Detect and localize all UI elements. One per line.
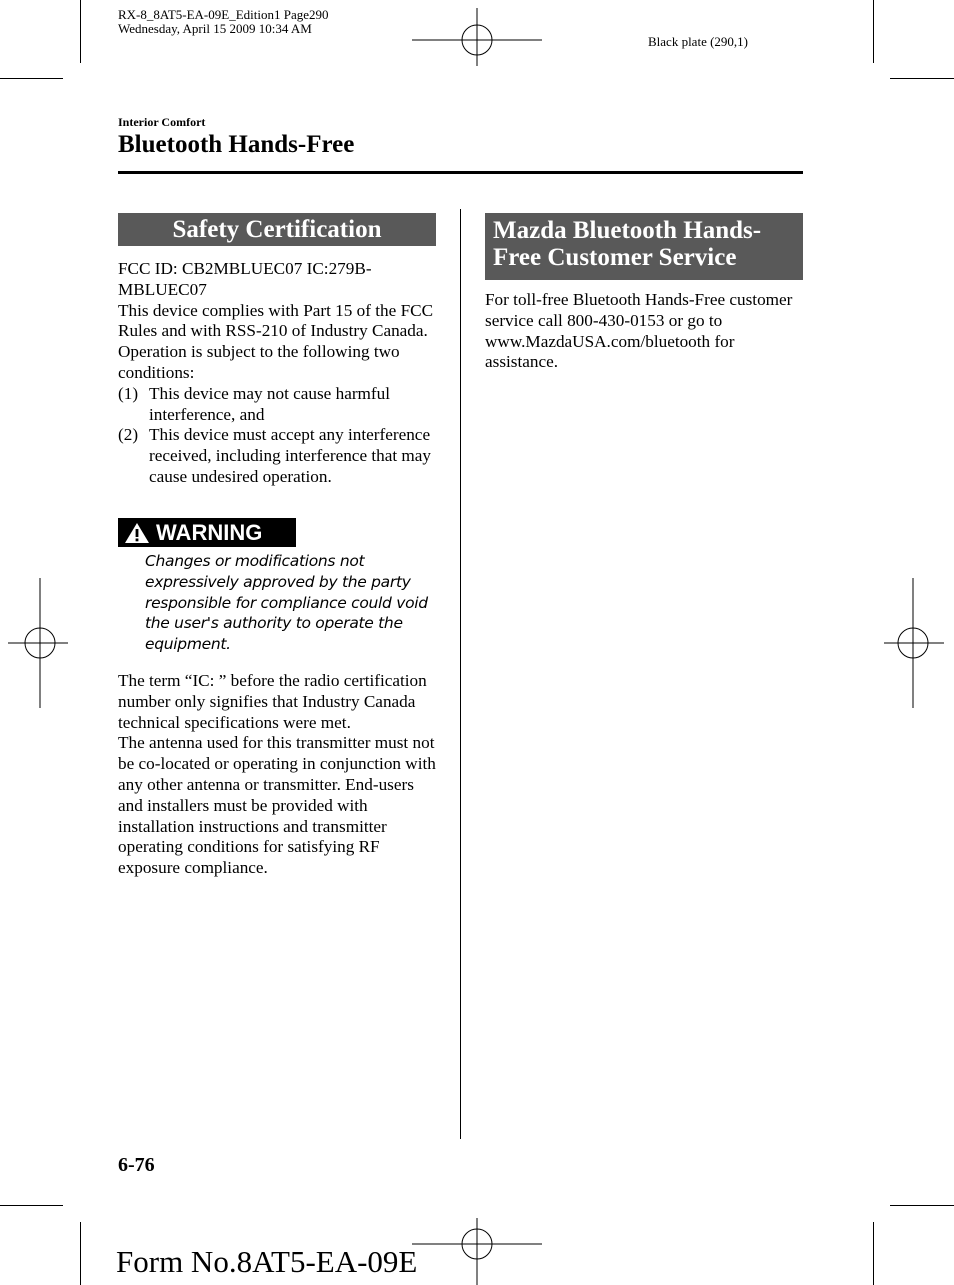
warning-badge (118, 518, 296, 547)
condition-text: This device must accept any interference received, including interference that may cause undesired operation. (149, 425, 432, 486)
print-file-line: RX-8_8AT5-EA-09E_Edition1 Page290 (118, 7, 329, 22)
column-divider (460, 209, 461, 1139)
crosshair-registration-icon (412, 8, 542, 68)
condition-number: (1) (118, 383, 139, 403)
customer-service-text: For toll-free Bluetooth Hands-Free customer service call 800-430-0153 or go to www.MazdaUSA.com/bluetooth for assistance. (485, 290, 793, 372)
compliance-intro: This device complies with Part 15 of the FCC Rules and with RSS-210 of Industry Canada. Operation is subject to the following two conditions: (118, 300, 434, 382)
condition-item (118, 384, 438, 426)
section-label: Interior Comfort (118, 115, 206, 129)
print-date-line: Wednesday, April 15 2009 10:34 AM (118, 21, 312, 36)
ic-antenna-notes (118, 671, 438, 879)
crosshair-registration-icon (412, 1218, 542, 1285)
antenna-note: The antenna used for this transmitter must not be co-located or operating in conjunction with any other antenna or transmitter. End-users and installers must be provided with installation instructions and transmitter operating conditions for satisfying RF exposure compliance. (118, 733, 436, 878)
safety-certification-body (118, 259, 438, 488)
title-rule (118, 171, 803, 174)
condition-item (118, 425, 438, 487)
warning-text: Changes or modifications not expressively approved by the party responsible for compliance could void the user's authority to operate the equipment. (145, 552, 428, 654)
safety-certification-heading: Safety Certification (118, 213, 436, 246)
ic-note: The term “IC: ” before the radio certification number only signifies that Industry Canada technical specifications were met. (118, 671, 427, 732)
warning-triangle-icon (124, 522, 150, 544)
page-title: Bluetooth Hands-Free (118, 131, 355, 158)
condition-text: This device may not cause harmful interference, and (149, 383, 391, 424)
fcc-id: FCC ID: CB2MBLUEC07 IC:279B-MBLUEC07 (118, 259, 372, 299)
crosshair-registration-icon (8, 578, 68, 708)
warning-label: WARNING (156, 520, 263, 545)
form-number: Form No.8AT5-EA-09E (116, 1244, 418, 1279)
customer-service-heading: Mazda Bluetooth Hands-Free Customer Service (485, 213, 803, 280)
page-number: 6-76 (118, 1154, 155, 1176)
print-plate: Black plate (290,1) (648, 34, 748, 49)
crosshair-registration-icon (884, 578, 944, 708)
condition-number: (2) (118, 425, 139, 445)
